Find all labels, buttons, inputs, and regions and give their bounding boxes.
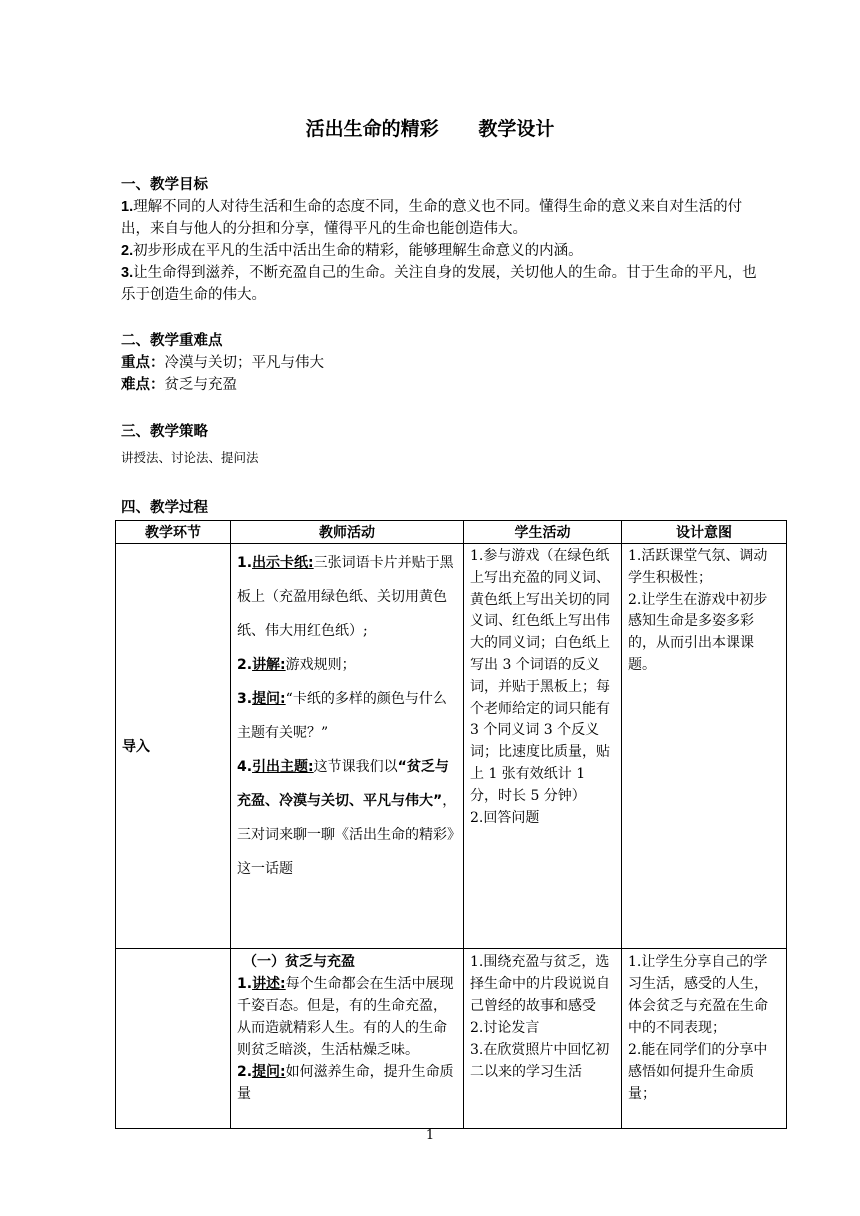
stage-cell bbox=[116, 949, 231, 1129]
objective-item bbox=[121, 240, 761, 262]
step-text: 三张词语卡片并贴于黑板上（充盈用绿色纸、关切用黄色纸、伟大用红色纸）; bbox=[237, 555, 454, 639]
table-header-row bbox=[116, 521, 787, 544]
teacher-activity-cell bbox=[231, 949, 464, 1129]
student-item: 1.围绕充盈与贫乏，选择生命中的片段说说自己曾经的故事和感受 bbox=[470, 954, 610, 1014]
step-number: 2. bbox=[237, 657, 253, 673]
teacher-step bbox=[237, 546, 457, 648]
objective-item bbox=[121, 262, 761, 306]
key-point bbox=[121, 352, 761, 374]
step-text: “卡纸的多样的颜色与什么主题有关呢？” bbox=[237, 691, 447, 741]
item-text: 理解不同的人对待生活和生命的态度不同，生命的意义也不同。懂得生命的意义来自对生活的付出，来自与他人的分担和分享，懂得平凡的生命也能创造伟大。 bbox=[121, 199, 743, 237]
item-text: 初步形成在平凡的生活中活出生命的精彩，能够理解生命意义的内涵。 bbox=[133, 243, 583, 259]
section-heading: 二、教学重难点 bbox=[121, 333, 223, 349]
intent-item: 2.能在同学们的分享中感悟如何提升生命质量； bbox=[628, 1042, 768, 1102]
table-row bbox=[116, 544, 787, 949]
teacher-step bbox=[237, 1061, 457, 1105]
teacher-step bbox=[237, 682, 457, 750]
step-bold-text: “贫乏与充盈、冷漠与关切、平凡与伟大” bbox=[237, 759, 449, 809]
difficult-label: 难点： bbox=[121, 377, 165, 393]
section-heading: 三、教学策略 bbox=[121, 424, 208, 440]
step-number: 4. bbox=[237, 759, 253, 775]
intent-item: 1.让学生分享自己的学习生活，感受的人生，体会贫乏与充盈在生命中的不同表现； bbox=[628, 954, 768, 1036]
step-text: 每个生命都会在生活中展现千姿百态。但是，有的生命充盈，从而造就精彩人生。有的人的生命则贫乏暗淡，生活枯燥乏味。 bbox=[237, 976, 454, 1058]
intent-item: 2.让学生在游戏中初步感知生命是多姿多彩的，从而引出本课课题。 bbox=[628, 591, 768, 673]
section-strategy bbox=[121, 421, 761, 469]
item-number: 1. bbox=[121, 199, 134, 215]
step-label: 讲述: bbox=[252, 976, 286, 992]
step-label: 引出主题: bbox=[252, 759, 314, 775]
teacher-step bbox=[237, 648, 457, 682]
intent-item: 1.活跃课堂气氛、调动学生积极性； bbox=[628, 548, 768, 586]
section-process bbox=[121, 497, 761, 519]
item-number: 2. bbox=[121, 243, 134, 259]
step-text: 游戏规则； bbox=[285, 657, 356, 673]
student-item: 2.回答问题 bbox=[470, 809, 540, 826]
step-label: 提问: bbox=[252, 691, 286, 707]
column-header: 教学环节 bbox=[116, 521, 231, 544]
step-text: 如何滋养生命，提升生命质量 bbox=[237, 1064, 454, 1102]
student-item: 3.在欣赏照片中回忆初二以来的学习生活 bbox=[470, 1042, 610, 1080]
section-heading: 一、教学目标 bbox=[121, 177, 208, 193]
student-activity-cell bbox=[464, 949, 622, 1129]
teacher-step bbox=[237, 973, 457, 1061]
table-row bbox=[116, 949, 787, 1129]
section-key-points bbox=[121, 330, 761, 396]
design-intent-cell bbox=[622, 544, 787, 949]
student-item: 1.参与游戏（在绿色纸上写出充盈的同义词、黄色纸上写出关切的同义词、红色纸上写出伟大的同义词；白色纸上写出 3 个词语的反义词，并贴于黑板上；每个老师给定的词只能有 3 个同义词 3 个反义词；比速度比质量，贴上 1 张有效纸计 1 分，时长 5 分钟） bbox=[470, 548, 610, 804]
step-text: ，三对词来聊一聊《活出生命的精彩》这一话题 bbox=[237, 793, 457, 877]
strategy-text: 讲授法、讨论法、提问法 bbox=[121, 450, 259, 465]
step-label: 讲解: bbox=[252, 657, 286, 673]
step-number: 2. bbox=[237, 1064, 253, 1080]
step-label: 提问: bbox=[252, 1064, 286, 1080]
step-number: 1. bbox=[237, 976, 253, 992]
column-header: 学生活动 bbox=[464, 521, 622, 544]
key-text: 冷漠与关切；平凡与伟大 bbox=[164, 355, 324, 371]
step-number: 1. bbox=[237, 555, 253, 571]
teacher-step bbox=[237, 750, 457, 886]
student-activity-cell bbox=[464, 544, 622, 949]
column-header: 设计意图 bbox=[622, 521, 787, 544]
difficult-text: 贫乏与充盈 bbox=[164, 377, 237, 393]
sub-heading: （一）贫乏与充盈 bbox=[243, 954, 355, 970]
page-title: 活出生命的精彩 教学设计 bbox=[305, 118, 555, 140]
objective-item bbox=[121, 196, 761, 240]
process-table bbox=[115, 520, 787, 1129]
column-header: 教师活动 bbox=[231, 521, 464, 544]
design-intent-cell bbox=[622, 949, 787, 1129]
item-text: 让生命得到滋养，不断充盈自己的生命。关注自身的发展，关切他人的生命。甘于生命的平凡，也乐于创造生命的伟大。 bbox=[121, 265, 757, 303]
step-text: 这节课我们以 bbox=[313, 759, 398, 775]
teacher-activity-cell bbox=[231, 544, 464, 949]
step-number: 3. bbox=[237, 691, 253, 707]
section-heading: 四、教学过程 bbox=[121, 500, 208, 516]
item-number: 3. bbox=[121, 265, 134, 281]
stage-cell: 导入 bbox=[116, 544, 231, 949]
key-label: 重点： bbox=[121, 355, 165, 371]
difficult-point bbox=[121, 374, 761, 396]
section-objectives bbox=[121, 174, 761, 306]
student-item: 2.讨论发言 bbox=[470, 1020, 540, 1036]
step-label: 出示卡纸: bbox=[252, 555, 314, 571]
page-number: 1 bbox=[425, 1128, 435, 1143]
